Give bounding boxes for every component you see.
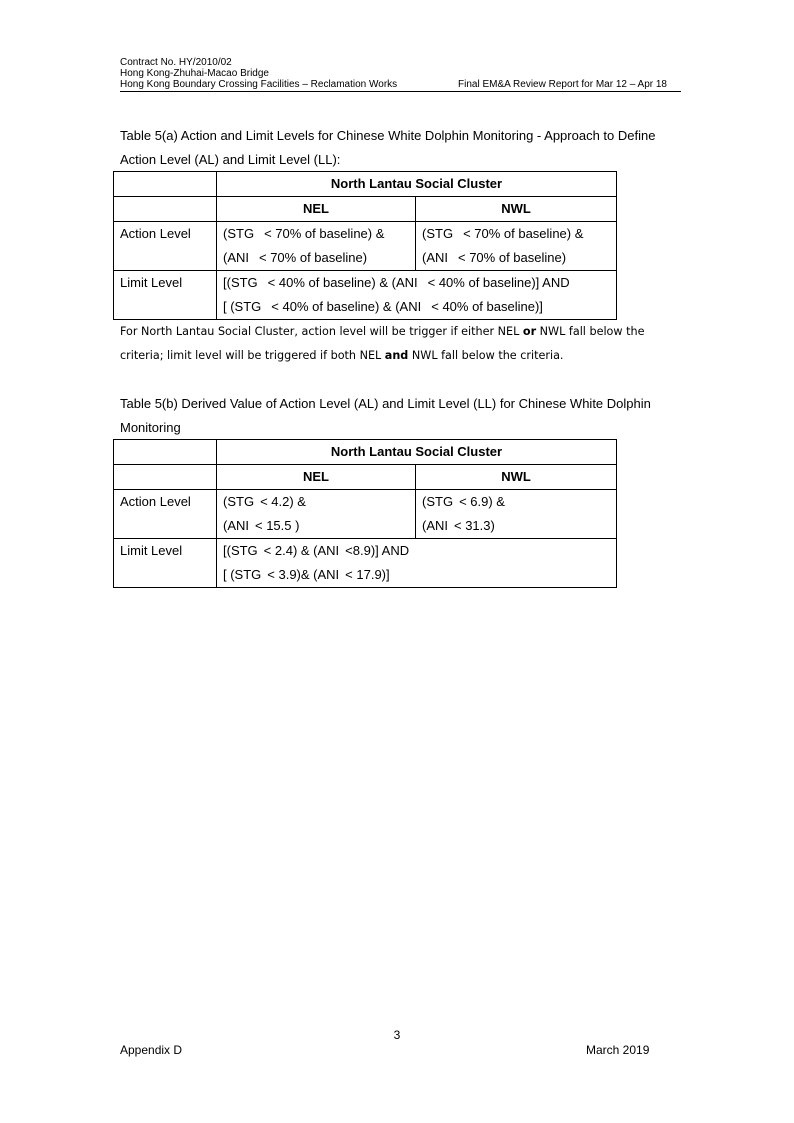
table-row	[114, 197, 617, 222]
action-nel-cell	[217, 490, 416, 539]
contract-number: Contract No. HY/2010/02	[120, 57, 232, 68]
col-header-nwl: NWL	[416, 465, 617, 490]
cell-text: < 15.5 )	[255, 518, 300, 533]
trigger-note	[120, 320, 690, 368]
cell-text: < 40% of baseline)] AND	[427, 275, 570, 290]
row-label-limit: Limit Level	[114, 271, 217, 320]
action-nwl-cell	[416, 222, 617, 271]
cell-text: < 70% of baseline)	[458, 250, 567, 265]
cell-text: < 4.2) &	[260, 494, 306, 509]
cell-text: < 40% of baseline) & (ANI	[267, 275, 418, 290]
note-text: NWL fall below the criteria; limit level will be triggered if both NEL	[120, 325, 645, 362]
cell-text: (STG	[422, 226, 454, 241]
table-row	[114, 490, 617, 539]
cell-text: (ANI	[422, 518, 448, 533]
cell-text: < 40% of baseline)]	[431, 299, 543, 314]
cell-text: (STG	[223, 494, 255, 509]
table-a	[113, 171, 617, 320]
table-b	[113, 439, 617, 588]
table-row	[114, 222, 617, 271]
action-nel-cell	[217, 222, 416, 271]
row-label-limit: Limit Level	[114, 539, 217, 588]
cell-text: < 40% of baseline) & (ANI	[271, 299, 422, 314]
cell-text: (STG	[223, 226, 255, 241]
table-b-caption: Table 5(b) Derived Value of Action Level (AL) and Limit Level (LL) for Chinese White Dolphin Monitoring	[120, 396, 651, 435]
footer-date: March 2019	[586, 1043, 650, 1057]
empty-cell	[114, 465, 217, 490]
limit-cell	[217, 271, 617, 320]
note-text: For North Lantau Social Cluster, action level will be trigger if either NEL	[120, 325, 523, 338]
row-label-action: Action Level	[114, 490, 217, 539]
note-bold: and	[384, 349, 409, 362]
col-header-nel: NEL	[217, 197, 416, 222]
cell-text: < 31.3)	[454, 518, 495, 533]
group-header: North Lantau Social Cluster	[217, 172, 617, 197]
table-row	[114, 465, 617, 490]
cell-text: [ (STG	[223, 299, 262, 314]
cell-text: [(STG	[223, 543, 258, 558]
table-row	[114, 539, 617, 588]
empty-cell	[114, 440, 217, 465]
cell-text: < 2.4) & (ANI	[263, 543, 340, 558]
cell-text: (ANI	[223, 518, 249, 533]
action-nwl-cell	[416, 490, 617, 539]
project-name: Hong Kong-Zhuhai-Macao Bridge	[120, 68, 269, 79]
col-header-nwl: NWL	[416, 197, 617, 222]
group-header: North Lantau Social Cluster	[217, 440, 617, 465]
page-number: 3	[393, 1028, 401, 1042]
col-header-nel: NEL	[217, 465, 416, 490]
cell-text: < 70% of baseline) &	[264, 226, 385, 241]
cell-text: < 3.9)& (ANI	[267, 567, 340, 582]
page-header	[120, 57, 681, 92]
footer-appendix: Appendix D	[120, 1043, 183, 1057]
note-bold: or	[522, 325, 537, 338]
empty-cell	[114, 197, 217, 222]
table-row	[114, 440, 617, 465]
cell-text: < 70% of baseline)	[259, 250, 368, 265]
note-text: NWL fall below the criteria.	[408, 349, 564, 362]
cell-text: < 6.9) &	[459, 494, 505, 509]
cell-text: <8.9)] AND	[345, 543, 410, 558]
row-label-action: Action Level	[114, 222, 217, 271]
cell-text: [(STG	[223, 275, 258, 290]
table-a-caption: Table 5(a) Action and Limit Levels for Chinese White Dolphin Monitoring - Approach to Define Action Level (AL) and Limit Level (LL):	[120, 128, 656, 167]
cell-text: (ANI	[223, 250, 249, 265]
cell-text: [ (STG	[223, 567, 262, 582]
empty-cell	[114, 172, 217, 197]
cell-text: < 70% of baseline) &	[463, 226, 584, 241]
cell-text: (STG	[422, 494, 454, 509]
report-title: Final EM&A Review Report for Mar 12 – Apr 18	[458, 79, 667, 90]
cell-text: < 17.9)]	[345, 567, 390, 582]
table-row	[114, 172, 617, 197]
cell-text: (ANI	[422, 250, 448, 265]
limit-cell	[217, 539, 617, 588]
works-name: Hong Kong Boundary Crossing Facilities – Reclamation Works	[120, 79, 398, 90]
header-row	[120, 79, 681, 90]
table-row	[114, 271, 617, 320]
